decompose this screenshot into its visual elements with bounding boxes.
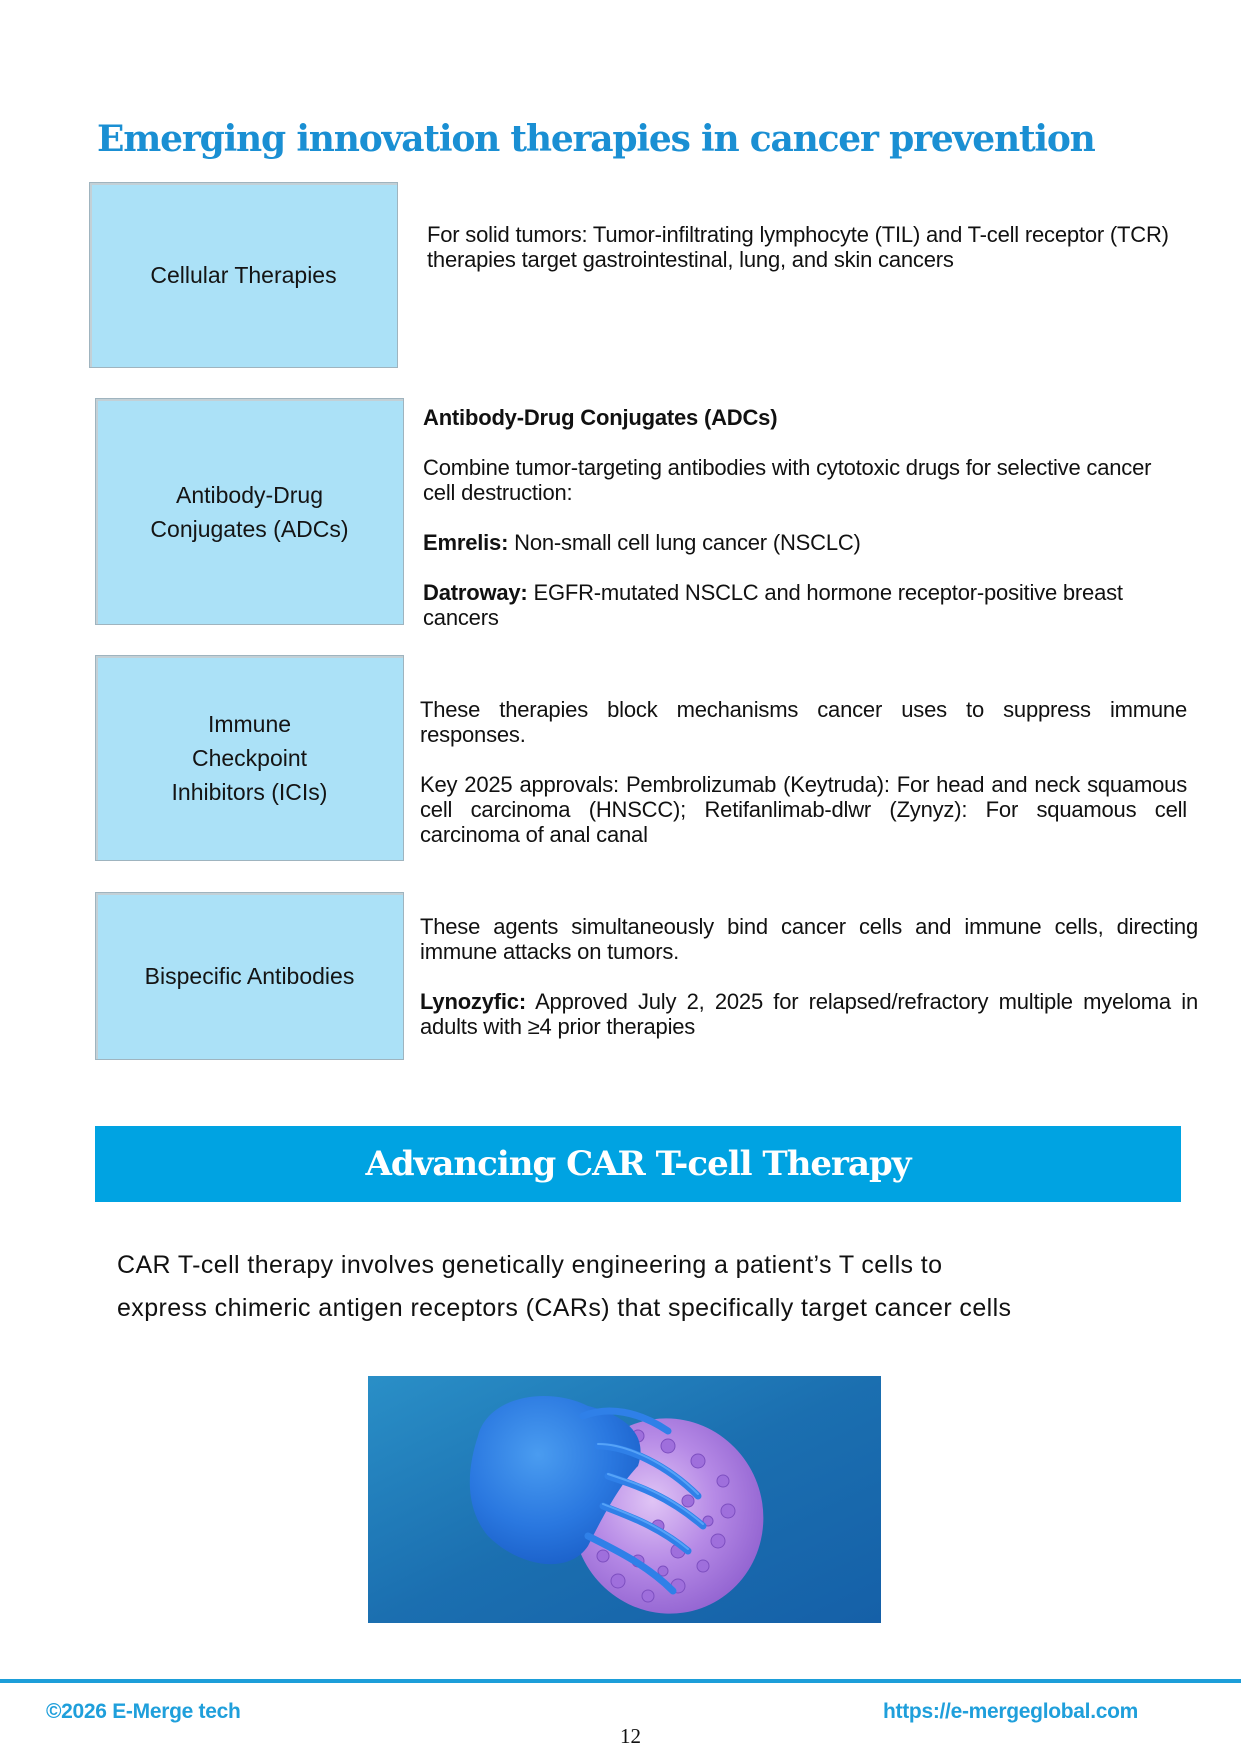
car-t-intro bbox=[117, 1244, 1197, 1330]
banner-title: Advancing CAR T-cell Therapy bbox=[365, 1144, 911, 1184]
footer-copyright: ©2026 E-Merge tech bbox=[46, 1700, 241, 1723]
section-banner-car-t bbox=[95, 1126, 1181, 1202]
therapy-description-cellular bbox=[427, 222, 1192, 272]
therapy-box-ici bbox=[95, 655, 404, 861]
bispecific-item-lynozyfic: Lynozyfic: Approved July 2, 2025 for relapsed/refractory multiple myeloma in adults with ≥4 prior therapies bbox=[420, 989, 1198, 1039]
therapy-label: Cellular Therapies bbox=[150, 262, 337, 288]
therapy-description-adc bbox=[423, 405, 1163, 630]
therapy-label: Immune Checkpoint Inhibitors (ICIs) bbox=[171, 711, 328, 805]
adc-intro: Combine tumor-targeting antibodies with cytotoxic drugs for selective cancer cell destruction: bbox=[423, 455, 1152, 505]
adc-item-datroway: Datroway: EGFR-mutated NSCLC and hormone receptor-positive breast cancers bbox=[423, 580, 1123, 630]
footer-divider bbox=[0, 1679, 1241, 1683]
bispecific-intro: These agents simultaneously bind cancer cells and immune cells, directing immune attacks on tumors. bbox=[420, 914, 1198, 964]
therapy-label: Bispecific Antibodies bbox=[144, 963, 355, 989]
car-t-cell-illustration bbox=[368, 1376, 881, 1623]
therapy-label: Antibody-Drug Conjugates (ADCs) bbox=[150, 481, 349, 542]
car-t-intro-line2: express chimeric antigen receptors (CARs) that specifically target cancer cells bbox=[117, 1294, 1012, 1322]
adc-heading: Antibody-Drug Conjugates (ADCs) bbox=[423, 405, 778, 430]
description-text: For solid tumors: Tumor-infiltrating lymphocyte (TIL) and T-cell receptor (TCR) therapies target gastrointestinal, lung, and skin cancers bbox=[427, 222, 1169, 272]
therapy-description-bispecific bbox=[420, 914, 1198, 1039]
therapy-description-ici bbox=[420, 697, 1187, 847]
adc-item-emrelis: Emrelis: Non-small cell lung cancer (NSCLC) bbox=[423, 530, 861, 555]
ici-intro: These therapies block mechanisms cancer uses to suppress immune responses. bbox=[420, 697, 1187, 747]
page-title: Emerging innovation therapies in cancer prevention bbox=[97, 118, 1095, 160]
car-t-intro-line1: CAR T-cell therapy involves genetically engineering a patient’s T cells to bbox=[117, 1251, 943, 1279]
therapy-box-bispecific bbox=[95, 892, 404, 1060]
page-number: 12 bbox=[620, 1724, 641, 1748]
therapy-box-cellular bbox=[89, 182, 398, 368]
footer-website-link[interactable]: https://e-mergeglobal.com bbox=[883, 1700, 1139, 1723]
ici-approvals: Key 2025 approvals: Pembrolizumab (Keytruda): For head and neck squamous cell carcinoma (HNSCC); Retifanlimab-dlwr (Zynyz): For squamous cell carcinoma of anal canal bbox=[420, 772, 1187, 847]
therapy-box-adc bbox=[95, 398, 404, 625]
